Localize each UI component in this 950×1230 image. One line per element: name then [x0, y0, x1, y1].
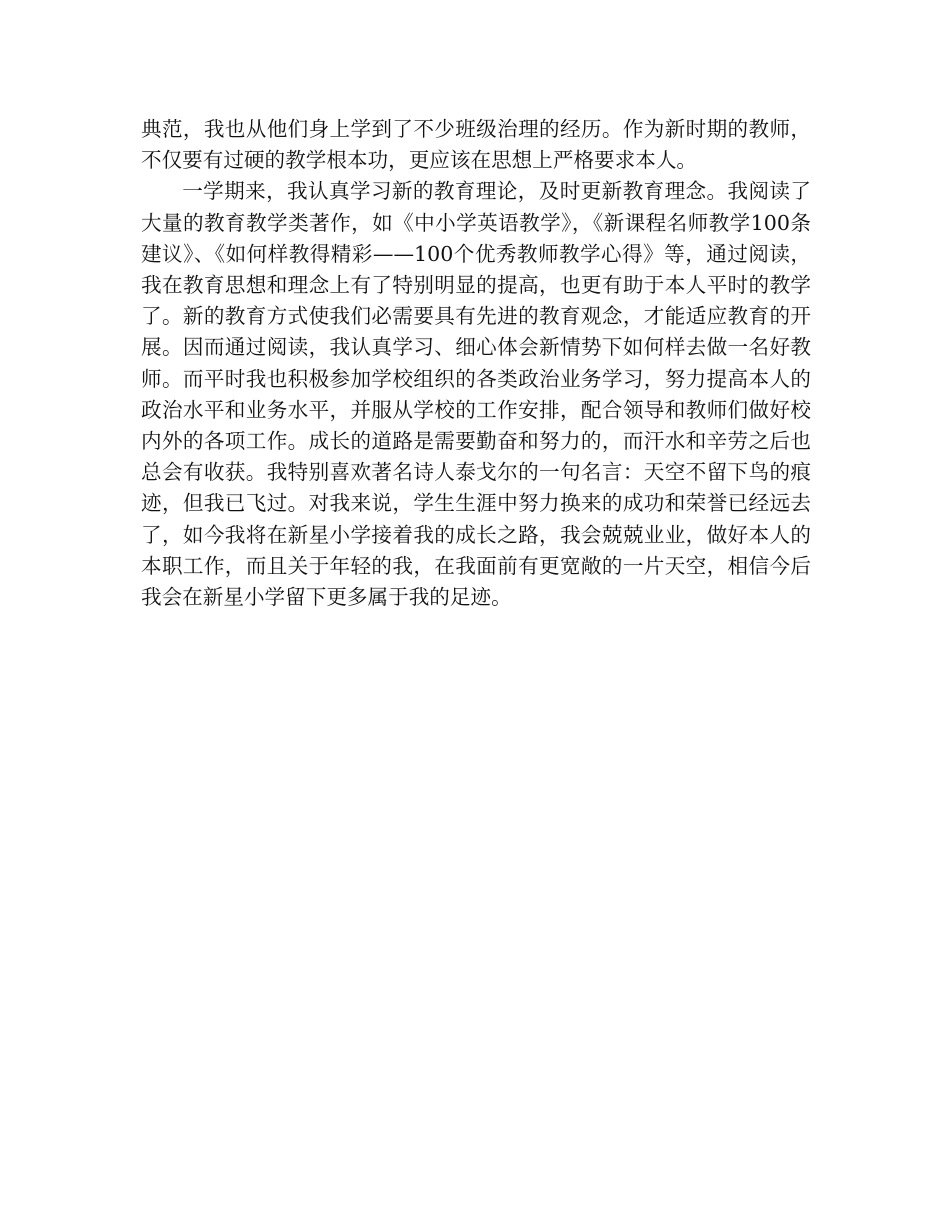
paragraph-continuation: 典范，我也从他们身上学到了不少班级治理的经历。作为新时期的教师，不仅要有过硬的教学根本功，更应该在思想上严格要求本人。: [141, 117, 811, 173]
paragraph-study: 一学期来，我认真学习新的教育理论，及时更新教育理念。我阅读了大量的教育教学类著作，如《中小学英语教学》，《新课程名师教学100条建议》、《如何样教得精彩——100个优秀教师教学心得》等，通过阅读，我在教育思想和理念上有了特别明显的提高，也更有助于本人平时的教学了。新的教育方式使我们必需要具有先进的教育观念，才能适应教育的开展。因而通过阅读，我认真学习、细心体会新情势下如何样去做一名好教师。而平时我也积极参加学校组织的各类政治业务学习，努力提高本人的政治水平和业务水平，并服从学校的工作安排，配合领导和教师们做好校内外的各项工作。成长的道路是需要勤奋和努力的，而汗水和辛劳之后也总会有收获。我特别喜欢著名诗人泰戈尔的一句名言：天空不留下鸟的痕迹，但我已飞过。对我来说，学生生涯中努力换来的成功和荣誉已经远去了，如今我将在新星小学接着我的成长之路，我会兢兢业业，做好本人的本职工作，而且关于年轻的我，在我面前有更宽敞的一片天空，相信今后我会在新星小学留下更多属于我的足迹。: [141, 179, 811, 610]
document-body: [141, 114, 811, 613]
